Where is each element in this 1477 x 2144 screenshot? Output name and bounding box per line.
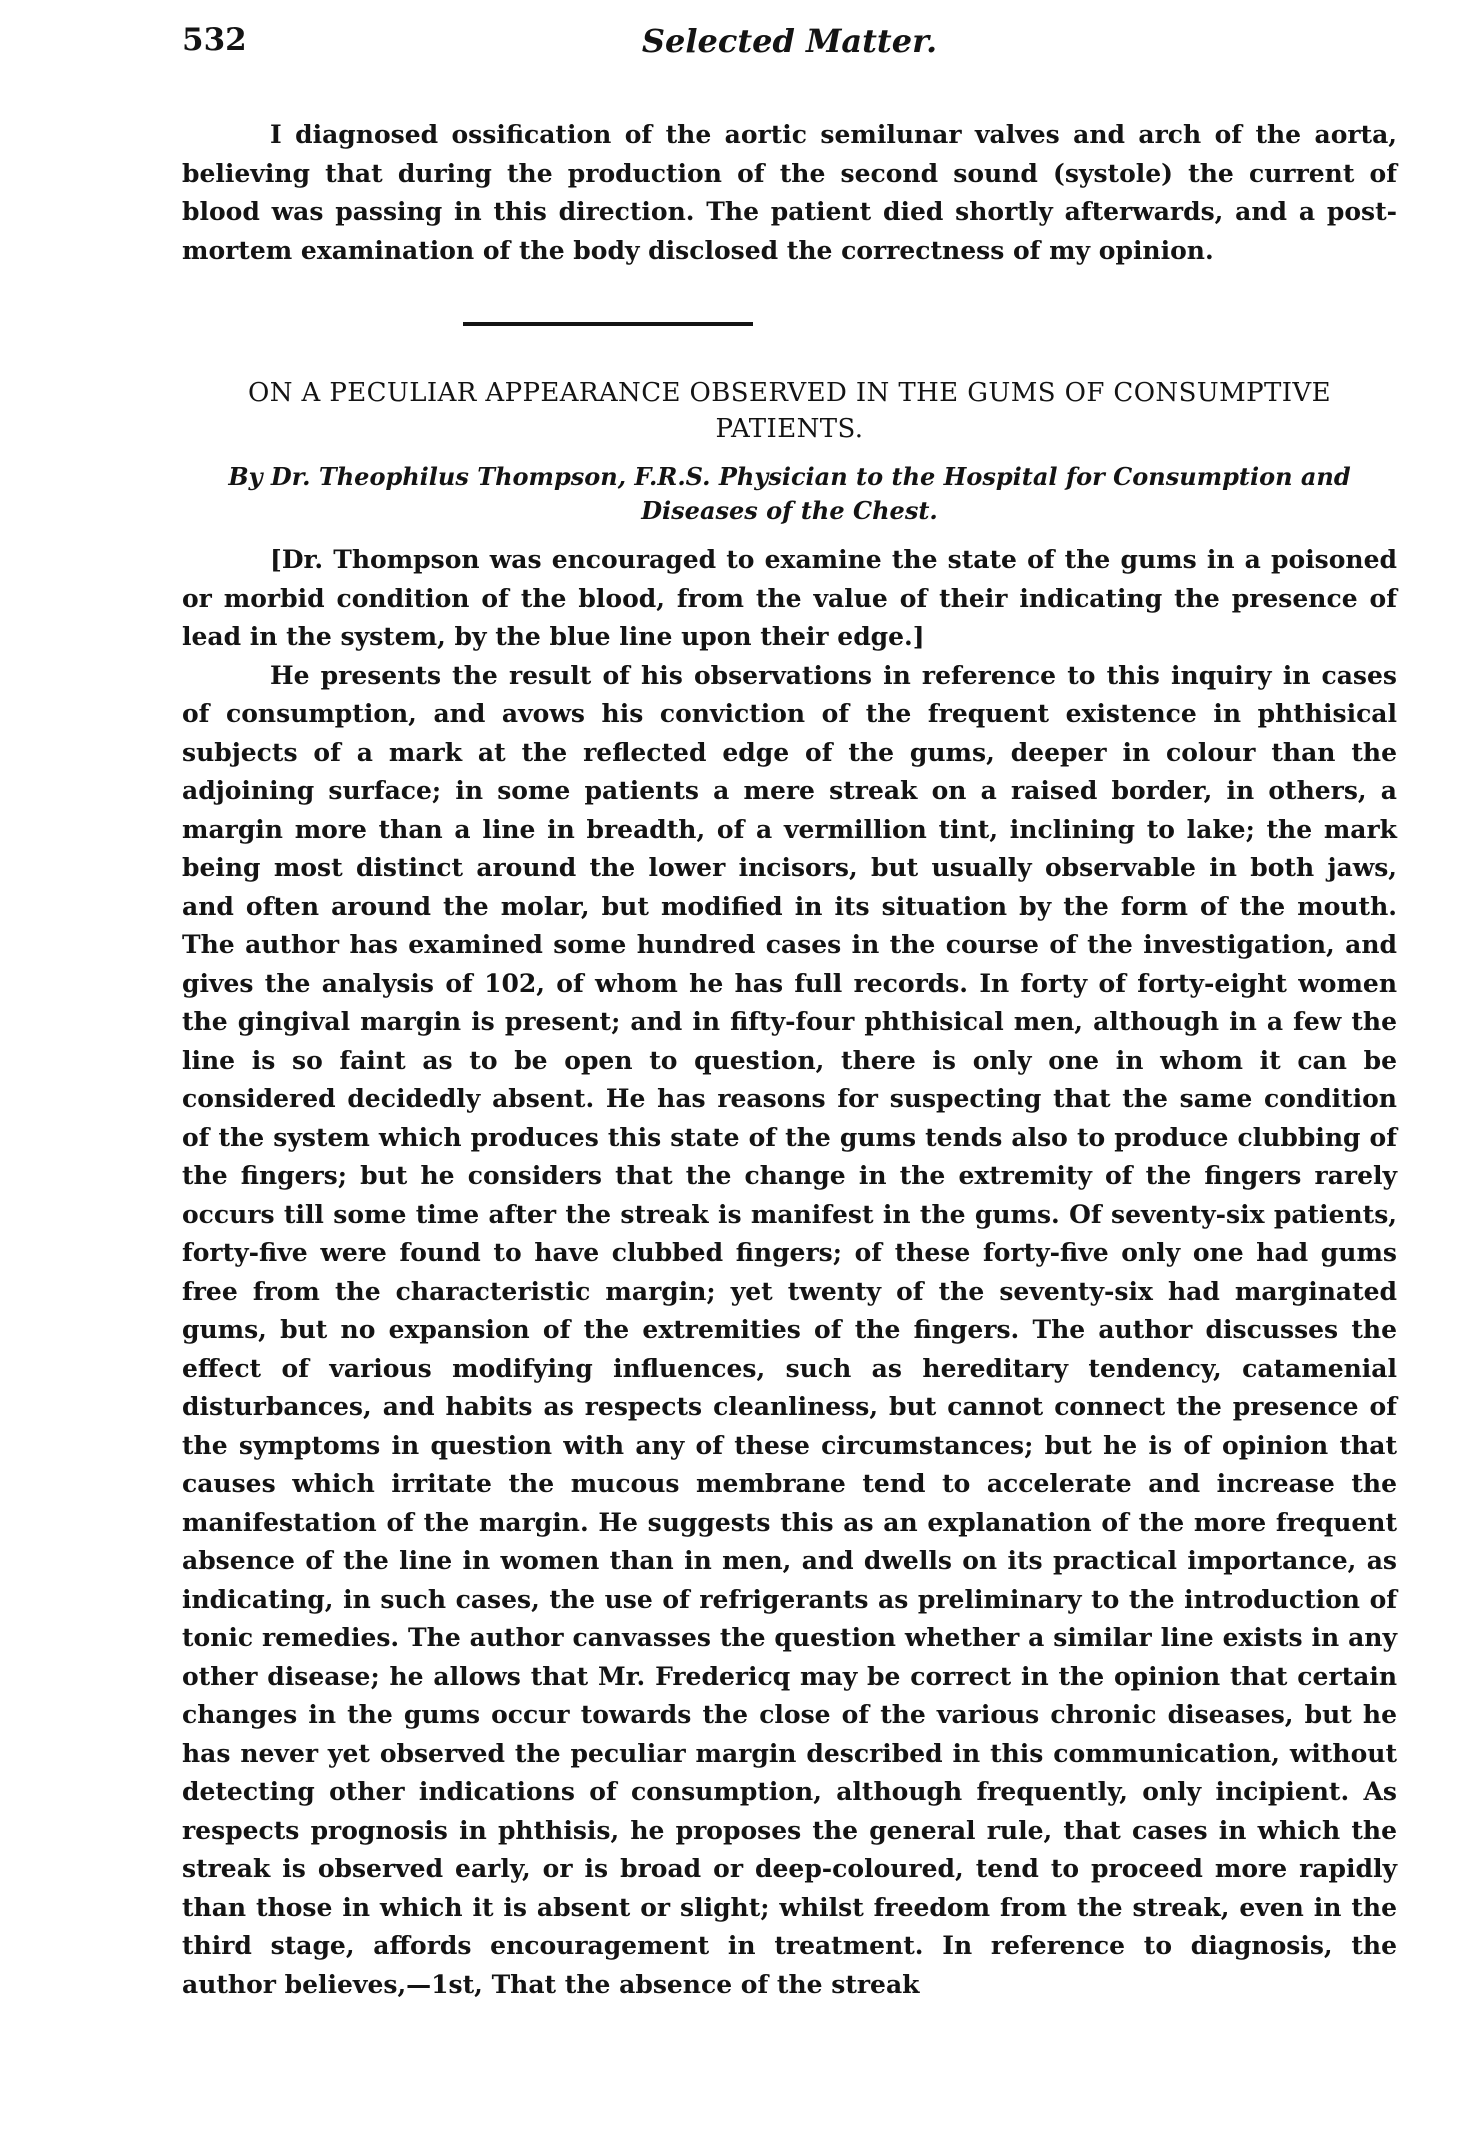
article-title: ON A PECULIAR APPEARANCE OBSERVED IN THE GUMS OF CONSUMPTIVE PATIENTS. — [247, 378, 1331, 444]
page-header — [182, 22, 1397, 70]
article-intro: [Dr. Thompson was encouraged to examine the state of the gums in a poisoned or morbid condition of the blood, from the value of their indicating the presence of lead in the system, by the blue line upon their edge.] — [182, 545, 1397, 651]
continued-paragraph-block — [182, 116, 1397, 270]
section-divider — [463, 322, 753, 326]
continued-paragraph: I diagnosed ossification of the aortic semilunar valves and arch of the aorta, believing that during the production of the second sound (systole) the current of blood was passing in this direction. The patient died shortly afterwards, and a post-mortem examination of the body disclosed the correctness of my opinion. — [182, 120, 1397, 265]
article-byline: By Dr. Theophilus Thompson, F.R.S. Physician to the Hospital for Consumption and Diseases of the Chest. — [228, 462, 1351, 525]
article-body: He presents the result of his observations in reference to this inquiry in cases of consumption, and avows his conviction of the frequent existence in phthisical subjects of a mark at the reflected edge of the gums, deeper in colour than the adjoining surface; in some patients a mere streak on a raised border, in others, a margin more than a line in breadth, of a vermillion tint, inclining to lake; the mark being most distinct around the lower incisors, but usually observable in both jaws, and often around the molar, but modified in its situation by the form of the mouth. The author has examined some hundred cases in the course of the investigation, and gives the analysis of 102, of whom he has full records. In forty of forty-eight women the gingival margin is present; and in fifty-four phthisical men, although in a few the line is so faint as to be open to question, there is only one in whom it can be considered decidedly absent. He has reasons for suspecting that the same condition of the system which produces this state of the gums tends also to produce clubbing of the fingers; but he considers that the change in the extremity of the fingers rarely occurs till some time after the streak is manifest in the gums. Of seventy-six patients, forty-five were found to have clubbed fingers; of these forty-five only one had gums free from the characteristic margin; yet twenty of the seventy-six had marginated gums, but no expansion of the extremities of the fingers. The author discusses the effect of various modifying influences, such as hereditary tendency, catamenial disturbances, and habits as respects cleanliness, but cannot connect the presence of the symptoms in question with any of these circumstances; but he is of opinion that causes which irritate the mucous membrane tend to accelerate and increase the manifestation of the margin. He suggests this as an explanation of the more frequent absence of the line in women than in men, and dwells on its practical importance, as indicating, in such cases, the use of refrigerants as preliminary to the introduction of tonic remedies. The author canvasses the question whether a similar line exists in any other disease; he allows that Mr. Fredericq may be correct in the opinion that certain changes in the gums occur towards the close of the various chronic diseases, but he has never yet observed the peculiar margin described in this communication, without detecting other indications of consumption, although frequently, only incipient. As respects prognosis in phthisis, he proposes the general rule, that cases in which the streak is observed early, or is broad or deep-coloured, tend to proceed more rapidly than those in which it is absent or slight; whilst freedom from the streak, even in the third stage, affords encouragement in treatment. In reference to diagnosis, the author believes,—1st, That the absence of the streak — [182, 660, 1397, 1999]
page-number: 532 — [182, 22, 247, 58]
article-text — [182, 541, 1397, 2004]
running-head: Selected Matter. — [641, 22, 938, 60]
